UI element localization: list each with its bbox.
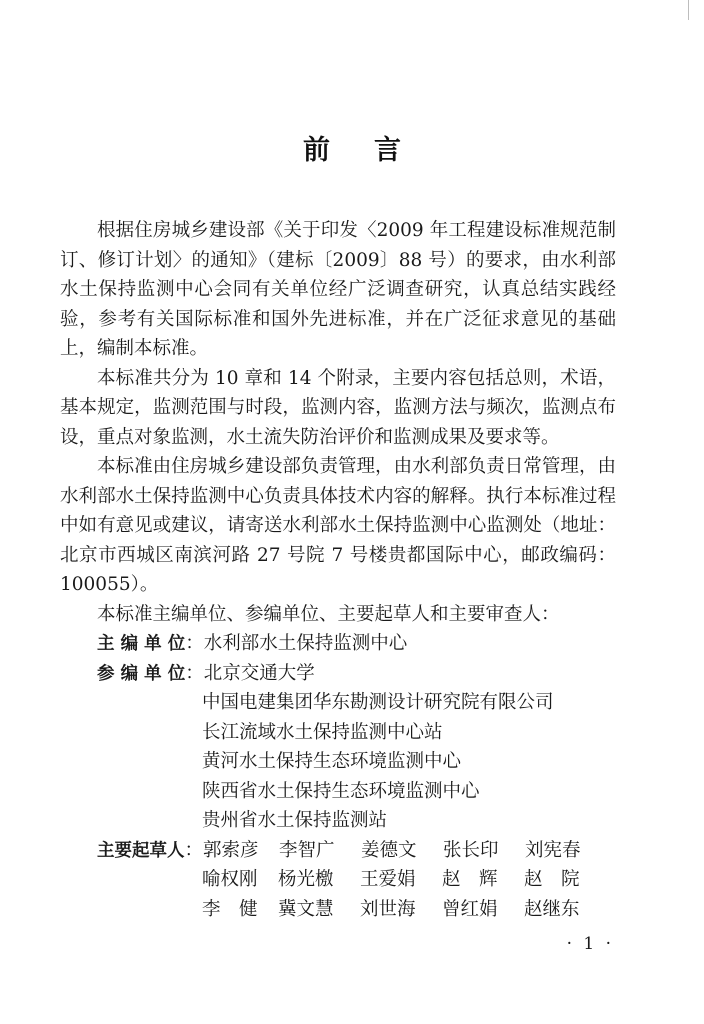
scan-edge-mark	[688, 0, 689, 20]
drafter-name: 郭索彦	[203, 839, 259, 861]
drafters-colon: ：	[184, 839, 204, 861]
drafter-name: 曾红娟	[442, 898, 498, 920]
drafter-name: 张长印	[443, 839, 499, 861]
paragraph-origin: 根据住房城乡建设部《关于印发〈2009 年工程建设标准规范制订、修订计划〉的通知》（建标〔2009〕88 号）的要求，由水利部水土保持监测中心会同有关单位经广泛调查研究，认真总结实践经验，参考有关国际标准和国外先进标准，并在广泛征求意见的基础上，编制本标准。	[60, 220, 616, 359]
drafter-names-row	[203, 836, 607, 866]
drafters-label: 主要起草人	[97, 840, 185, 861]
participating-colon: ：	[185, 662, 204, 684]
paragraph-units-intro: 本标准主编单位、参编单位、主要起草人和主要审查人：	[97, 603, 560, 625]
drafter-name: 李 健	[202, 898, 258, 920]
drafter-name: 姜德文	[361, 839, 417, 861]
drafter-name: 赵 院	[524, 869, 580, 890]
drafter-name: 喻权刚	[202, 869, 258, 890]
drafter-name: 赵继东	[524, 898, 580, 920]
drafter-names-row	[60, 895, 616, 925]
drafter-names-row	[60, 865, 616, 895]
participating-label: 参 编 单 位	[97, 663, 186, 684]
chief-editor-label: 主 编 单 位	[97, 634, 186, 654]
drafter-name: 刘宪春	[525, 839, 581, 861]
drafter-name: 刘世海	[360, 898, 416, 920]
chief-editor-row	[60, 629, 616, 659]
participating-unit: 长江流域水土保持监测中心站	[202, 721, 443, 743]
page-number: · 1 ·	[566, 934, 614, 954]
drafters-row	[60, 836, 616, 866]
participating-unit: 北京交通大学	[203, 662, 315, 684]
participating-unit: 陕西省水土保持生态环境监测中心	[202, 780, 480, 802]
drafter-name: 李智广	[279, 839, 335, 861]
drafter-name: 王爱娟	[360, 869, 416, 890]
chief-editor-colon: ：	[185, 633, 204, 654]
paragraph-management: 本标准由住房城乡建设部负责管理，由水利部负责日常管理，由水利部水土保持监测中心负责具体技术内容的解释。执行本标准过程中如有意见或建议，请寄送水利部水土保持监测中心监测处（地址：北京市西城区南滨河路 27 号院 7 号楼贵都国际中心，邮政编码：100055）。	[60, 456, 616, 595]
participating-unit: 贵州省水土保持监测站	[202, 810, 388, 831]
paragraph-contents: 本标准共分为 10 章和 14 个附录，主要内容包括总则，术语，基本规定，监测范围与时段，监测内容，监测方法与频次，监测点布设，重点对象监测，水土流失防治评价和监测成果及要求等。	[60, 367, 616, 448]
drafter-name: 杨光檄	[278, 869, 334, 890]
chief-editor-value: 水利部水土保持监测中心	[203, 633, 408, 654]
participating-unit: 中国电建集团华东勘测设计研究院有限公司	[202, 692, 554, 713]
drafter-name: 赵 辉	[442, 869, 498, 890]
drafter-name: 冀文慧	[278, 898, 334, 920]
page-title: 前言	[303, 135, 445, 166]
participating-row	[60, 659, 616, 689]
document-body	[60, 216, 616, 924]
participating-unit: 黄河水土保持生态环境监测中心	[202, 751, 462, 772]
